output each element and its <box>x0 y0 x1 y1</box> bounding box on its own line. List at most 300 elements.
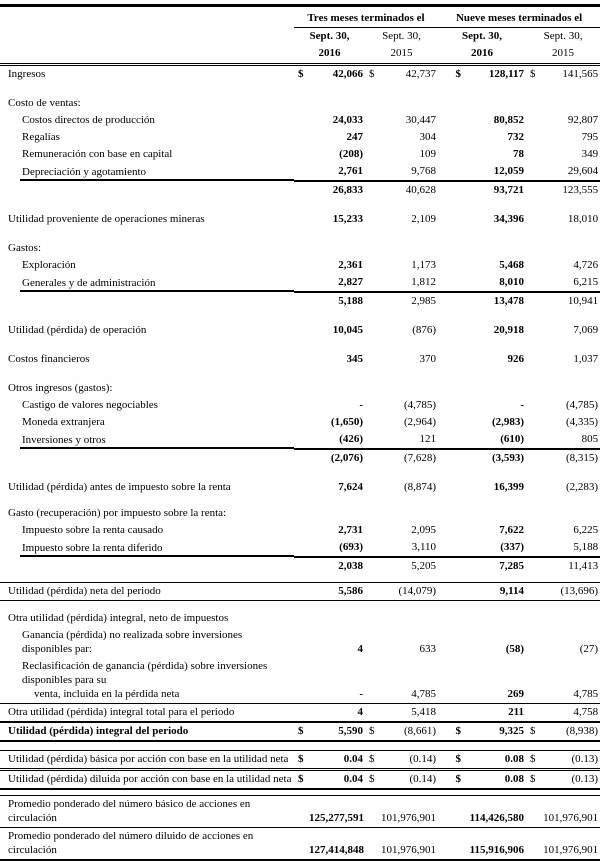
value-cell <box>464 380 526 397</box>
value-cell: (693) <box>309 539 365 557</box>
currency-cell <box>438 322 464 339</box>
value-cell: (426) <box>309 431 365 449</box>
section-row <box>0 240 600 257</box>
currency-cell <box>294 796 309 828</box>
currency-cell <box>294 704 309 723</box>
table-row <box>0 292 600 310</box>
currency-cell <box>294 414 309 431</box>
value-cell: 125,277,591 <box>309 796 365 828</box>
row-label: Otra utilidad (pérdida) integral total para el periodo <box>0 704 294 723</box>
currency-cell <box>438 505 464 522</box>
currency-cell <box>526 449 541 467</box>
spacer-cell <box>0 741 600 750</box>
value-cell: 10,045 <box>332 324 363 336</box>
value-cell: - <box>359 399 363 411</box>
currency-cell: $ <box>526 770 541 789</box>
currency-cell <box>526 828 541 861</box>
currency-cell <box>526 397 541 414</box>
section-row <box>0 610 600 627</box>
currency-cell <box>438 627 464 658</box>
date-header: Sept. 30, <box>462 30 503 42</box>
value-cell <box>464 505 526 522</box>
currency-cell <box>526 704 541 723</box>
value-cell <box>309 505 365 522</box>
currency-cell <box>294 522 309 539</box>
currency-cell <box>294 95 309 112</box>
table-row <box>0 658 600 704</box>
value-cell <box>464 240 526 257</box>
row-label: Regalías <box>22 131 60 143</box>
value-cell: (2,283) <box>566 481 599 493</box>
value-cell: 20,918 <box>493 324 525 336</box>
currency-cell <box>294 129 309 146</box>
table-row <box>0 257 600 274</box>
value-cell: (0.13) <box>541 750 600 768</box>
value-cell <box>541 95 600 112</box>
currency-cell <box>526 505 541 522</box>
value-cell: 114,426,580 <box>464 796 526 828</box>
value-cell: 2,985 <box>411 295 437 307</box>
currency-cell <box>365 610 380 627</box>
spacer-row <box>0 339 600 351</box>
spacer-row <box>0 789 600 796</box>
table-row <box>0 828 600 861</box>
value-cell: 123,555 <box>562 184 599 196</box>
value-cell: 15,233 <box>332 213 363 225</box>
row-label: Promedio ponderado del número diluido de acciones en circulación <box>0 828 294 861</box>
value-cell: - <box>359 688 363 700</box>
spacer-cell <box>0 83 600 95</box>
value-cell: 92,807 <box>567 114 599 126</box>
value-cell <box>309 610 365 627</box>
row-label: Utilidad (pérdida) de operación <box>8 324 147 336</box>
currency-cell <box>526 257 541 274</box>
currency-cell <box>365 828 380 861</box>
value-cell: 34,396 <box>493 213 525 225</box>
value-cell: 4 <box>309 704 365 723</box>
value-cell: 4 <box>357 643 363 655</box>
currency-cell <box>438 274 464 292</box>
table-row <box>0 722 600 741</box>
value-cell: 6,215 <box>541 274 600 292</box>
value-cell: (4,785) <box>566 399 599 411</box>
value-cell: (4,785) <box>403 399 437 411</box>
year-header: 2016 <box>294 45 365 65</box>
row-label: Utilidad (pérdida) diluida por acción con base en la utilidad neta <box>0 770 294 789</box>
value-cell: (27) <box>579 643 599 655</box>
value-cell: 7,285 <box>499 560 525 572</box>
value-cell: 2,731 <box>338 524 363 536</box>
value-cell: (13,696) <box>541 582 600 600</box>
row-label: Gasto (recuperación) por impuesto sobre la renta: <box>8 507 227 519</box>
currency-cell: $ <box>294 750 309 768</box>
value-cell <box>464 610 526 627</box>
row-label: Moneda extranjera <box>22 416 105 428</box>
currency-cell <box>526 522 541 539</box>
value-cell: (58) <box>505 643 525 655</box>
value-cell <box>309 380 365 397</box>
currency-cell <box>365 431 380 449</box>
value-cell: 78 <box>513 148 525 160</box>
value-cell: 16,399 <box>493 481 525 493</box>
value-cell <box>380 380 438 397</box>
row-label-line2: venta, incluida en la pérdida neta <box>34 688 180 700</box>
table-row <box>0 112 600 129</box>
value-cell: 5,468 <box>499 259 525 271</box>
currency-cell <box>438 397 464 414</box>
spacer-row <box>0 199 600 211</box>
currency-cell <box>294 610 309 627</box>
currency-cell <box>294 112 309 129</box>
value-cell: 5,188 <box>541 539 600 557</box>
table-row <box>0 770 600 789</box>
row-label: Reclasificación de ganancia (pérdida) sobre inversiones disponibles para su venta, incluida en la pérdida neta <box>0 658 294 704</box>
value-cell: 10,941 <box>567 295 599 307</box>
currency-cell <box>438 582 464 600</box>
value-cell: 42,737 <box>405 68 437 80</box>
table-row <box>0 65 600 84</box>
value-cell: (8,874) <box>403 481 437 493</box>
value-cell: 805 <box>541 431 600 449</box>
value-cell: 4,758 <box>541 704 600 723</box>
value-cell: 1,812 <box>380 274 438 292</box>
value-cell: (4,335) <box>566 416 599 428</box>
value-cell: (337) <box>464 539 526 557</box>
value-cell: 345 <box>346 353 363 365</box>
row-label: Castigo de valores negociables <box>22 399 158 411</box>
value-cell: 1,173 <box>411 259 437 271</box>
value-cell: 0.08 <box>464 770 526 789</box>
value-cell: 211 <box>464 704 526 723</box>
value-cell <box>380 240 438 257</box>
currency-cell <box>526 146 541 163</box>
financial-statement-table <box>0 4 600 861</box>
value-cell: 6,225 <box>573 524 599 536</box>
currency-cell <box>294 627 309 658</box>
currency-cell <box>526 240 541 257</box>
value-cell: 5,590 <box>309 722 365 741</box>
value-cell: 0.04 <box>309 750 365 768</box>
currency-cell <box>438 240 464 257</box>
currency-cell <box>365 181 380 199</box>
value-cell: 2,109 <box>411 213 437 225</box>
currency-cell <box>526 95 541 112</box>
row-label: Generales y de administración <box>0 274 294 292</box>
currency-cell <box>526 539 541 557</box>
currency-cell <box>365 505 380 522</box>
currency-cell: $ <box>365 722 380 741</box>
year-header: 2015 <box>365 45 438 65</box>
value-cell: 109 <box>419 148 437 160</box>
spacer-cell <box>0 199 600 211</box>
value-cell: 5,418 <box>380 704 438 723</box>
value-cell: 370 <box>419 353 437 365</box>
currency-cell <box>438 257 464 274</box>
table-header <box>0 6 600 65</box>
currency-cell <box>526 582 541 600</box>
currency-cell <box>526 351 541 368</box>
currency-cell <box>365 274 380 292</box>
currency-cell <box>438 95 464 112</box>
value-cell <box>380 95 438 112</box>
spacer-cell <box>0 467 600 479</box>
value-cell: 9,114 <box>464 582 526 600</box>
currency-cell <box>438 112 464 129</box>
value-cell: (8,661) <box>380 722 438 741</box>
currency-cell: $ <box>438 770 464 789</box>
currency-cell <box>438 658 464 704</box>
value-cell <box>541 240 600 257</box>
currency-cell <box>526 431 541 449</box>
value-cell: (208) <box>339 148 363 160</box>
currency-cell <box>365 796 380 828</box>
currency-cell <box>365 380 380 397</box>
value-cell <box>541 610 600 627</box>
value-cell: 349 <box>581 148 599 160</box>
spacer-cell <box>0 575 600 582</box>
value-cell <box>309 95 365 112</box>
value-cell: (610) <box>464 431 526 449</box>
currency-cell <box>526 414 541 431</box>
value-cell: 3,110 <box>380 539 438 557</box>
value-cell: 30,447 <box>405 114 437 126</box>
value-cell: 127,414,848 <box>309 828 365 861</box>
currency-cell <box>526 274 541 292</box>
row-label: Promedio ponderado del número básico de acciones en circulación <box>0 796 294 828</box>
value-cell: (0.14) <box>380 770 438 789</box>
currency-cell <box>294 146 309 163</box>
currency-cell <box>365 257 380 274</box>
value-cell: (7,628) <box>403 452 437 464</box>
currency-cell <box>294 181 309 199</box>
row-label: Costo de ventas: <box>8 97 81 109</box>
value-cell: 9,768 <box>380 163 438 181</box>
year-header: 2016 <box>438 45 526 65</box>
currency-cell: $ <box>455 68 462 80</box>
value-cell: (0.13) <box>541 770 600 789</box>
currency-cell <box>438 704 464 723</box>
value-cell: 12,059 <box>464 163 526 181</box>
currency-cell <box>438 380 464 397</box>
spacer-cell <box>0 496 600 505</box>
row-label: Utilidad (pérdida) neta del periodo <box>0 582 294 600</box>
spacer-cell <box>0 600 600 610</box>
row-label: Impuesto sobre la renta diferido <box>0 539 294 557</box>
table-row <box>0 211 600 228</box>
currency-cell <box>438 351 464 368</box>
table-row <box>0 414 600 431</box>
currency-cell <box>438 828 464 861</box>
period-group-row <box>0 6 600 28</box>
value-cell: 7,069 <box>573 324 599 336</box>
currency-cell <box>438 414 464 431</box>
value-cell: 121 <box>380 431 438 449</box>
value-cell: 9,325 <box>464 722 526 741</box>
currency-cell: $ <box>438 750 464 768</box>
spacer-row <box>0 228 600 240</box>
currency-cell <box>526 557 541 575</box>
value-cell <box>309 240 365 257</box>
row-label: Utilidad (pérdida) básica por acción con base en la utilidad neta <box>0 750 294 768</box>
value-cell: 269 <box>507 688 525 700</box>
currency-cell <box>365 146 380 163</box>
table-row <box>0 129 600 146</box>
value-cell: 5,188 <box>338 295 363 307</box>
section-row <box>0 505 600 522</box>
table-row <box>0 431 600 449</box>
row-label: Ganancia (pérdida) no realizada sobre inversiones disponibles par: <box>22 629 243 655</box>
currency-cell <box>294 431 309 449</box>
value-cell <box>380 505 438 522</box>
value-cell: 29,604 <box>541 163 600 181</box>
currency-cell <box>438 449 464 467</box>
value-cell: 0.04 <box>309 770 365 789</box>
value-cell: (2,964) <box>403 416 437 428</box>
currency-cell <box>365 292 380 310</box>
currency-cell <box>294 163 309 181</box>
table-row <box>0 163 600 181</box>
currency-cell <box>365 539 380 557</box>
currency-cell <box>365 557 380 575</box>
currency-cell <box>365 397 380 414</box>
currency-cell <box>294 380 309 397</box>
value-cell: 80,852 <box>493 114 525 126</box>
currency-cell <box>526 129 541 146</box>
currency-cell <box>526 380 541 397</box>
value-cell: (1,650) <box>330 416 363 428</box>
table-row <box>0 322 600 339</box>
currency-cell <box>294 351 309 368</box>
row-label <box>0 449 294 467</box>
spacer-row <box>0 496 600 505</box>
value-cell: (2,983) <box>491 416 525 428</box>
currency-cell: $ <box>365 770 380 789</box>
currency-cell <box>438 796 464 828</box>
value-cell: (3,593) <box>491 452 525 464</box>
value-cell: 141,565 <box>562 68 599 80</box>
currency-cell: $ <box>438 722 464 741</box>
currency-cell <box>526 610 541 627</box>
spacer-row <box>0 467 600 479</box>
table-row <box>0 449 600 467</box>
value-cell: (8,315) <box>566 452 599 464</box>
value-cell: 115,916,906 <box>464 828 526 861</box>
currency-cell <box>438 431 464 449</box>
currency-cell <box>365 351 380 368</box>
table-row <box>0 750 600 768</box>
value-cell: 795 <box>581 131 599 143</box>
row-label: Otra utilidad (pérdida) integral, neto de impuestos <box>8 612 229 624</box>
table-row <box>0 539 600 557</box>
value-cell: 4,785 <box>411 688 437 700</box>
value-cell: 304 <box>419 131 437 143</box>
value-cell: 42,066 <box>332 68 363 80</box>
year-header: 2015 <box>526 45 600 65</box>
value-cell: (0.14) <box>380 750 438 768</box>
value-cell <box>541 505 600 522</box>
value-cell: 5,586 <box>309 582 365 600</box>
currency-cell <box>294 257 309 274</box>
row-label: Otros ingresos (gastos): <box>8 382 113 394</box>
value-cell: 1,037 <box>573 353 599 365</box>
currency-cell <box>438 129 464 146</box>
spacer-row <box>0 741 600 750</box>
value-cell: 2,361 <box>338 259 363 271</box>
table-row <box>0 582 600 600</box>
value-cell: 7,624 <box>338 481 363 493</box>
currency-cell <box>365 522 380 539</box>
value-cell: 2,038 <box>338 560 363 572</box>
currency-cell <box>526 796 541 828</box>
value-cell: (2,076) <box>330 452 363 464</box>
currency-cell <box>438 211 464 228</box>
row-label: Gastos: <box>8 242 41 254</box>
currency-cell <box>438 292 464 310</box>
currency-cell <box>365 322 380 339</box>
value-cell: 633 <box>419 643 437 655</box>
currency-cell <box>438 479 464 496</box>
row-label: Costos directos de producción <box>22 114 155 126</box>
row-label: Ingresos <box>8 68 46 80</box>
currency-cell <box>365 112 380 129</box>
currency-cell <box>294 582 309 600</box>
currency-cell <box>294 292 309 310</box>
value-cell: 4,785 <box>573 688 599 700</box>
currency-cell <box>294 479 309 496</box>
value-cell: 5,205 <box>411 560 437 572</box>
spacer-cell <box>0 339 600 351</box>
currency-cell <box>365 704 380 723</box>
currency-cell: $ <box>298 68 304 80</box>
value-cell: 101,976,901 <box>380 796 438 828</box>
value-cell: 40,628 <box>405 184 437 196</box>
currency-cell <box>365 163 380 181</box>
currency-cell <box>365 449 380 467</box>
label-column-header <box>0 6 294 28</box>
currency-cell <box>294 211 309 228</box>
currency-cell <box>438 146 464 163</box>
currency-cell <box>294 240 309 257</box>
row-label <box>0 181 294 199</box>
currency-cell <box>526 163 541 181</box>
spacer-row <box>0 83 600 95</box>
currency-cell <box>294 397 309 414</box>
currency-cell <box>365 582 380 600</box>
table-row <box>0 351 600 368</box>
table-row <box>0 274 600 292</box>
value-cell <box>380 610 438 627</box>
currency-cell <box>294 658 309 704</box>
currency-cell <box>438 181 464 199</box>
currency-cell <box>294 828 309 861</box>
currency-cell <box>526 181 541 199</box>
value-cell: 2,761 <box>309 163 365 181</box>
currency-cell <box>365 414 380 431</box>
period-group-nine-months: Nueve meses terminados el <box>438 6 600 28</box>
value-cell: 18,010 <box>567 213 599 225</box>
currency-cell <box>526 322 541 339</box>
value-cell: (8,938) <box>541 722 600 741</box>
currency-cell <box>526 112 541 129</box>
currency-cell <box>294 505 309 522</box>
value-cell: 4,726 <box>573 259 599 271</box>
value-cell: 24,033 <box>332 114 363 126</box>
currency-cell <box>526 292 541 310</box>
row-label: Exploración <box>22 259 76 271</box>
currency-cell <box>294 274 309 292</box>
date-header: Sept. 30, <box>382 30 421 42</box>
currency-cell: $ <box>294 722 309 741</box>
